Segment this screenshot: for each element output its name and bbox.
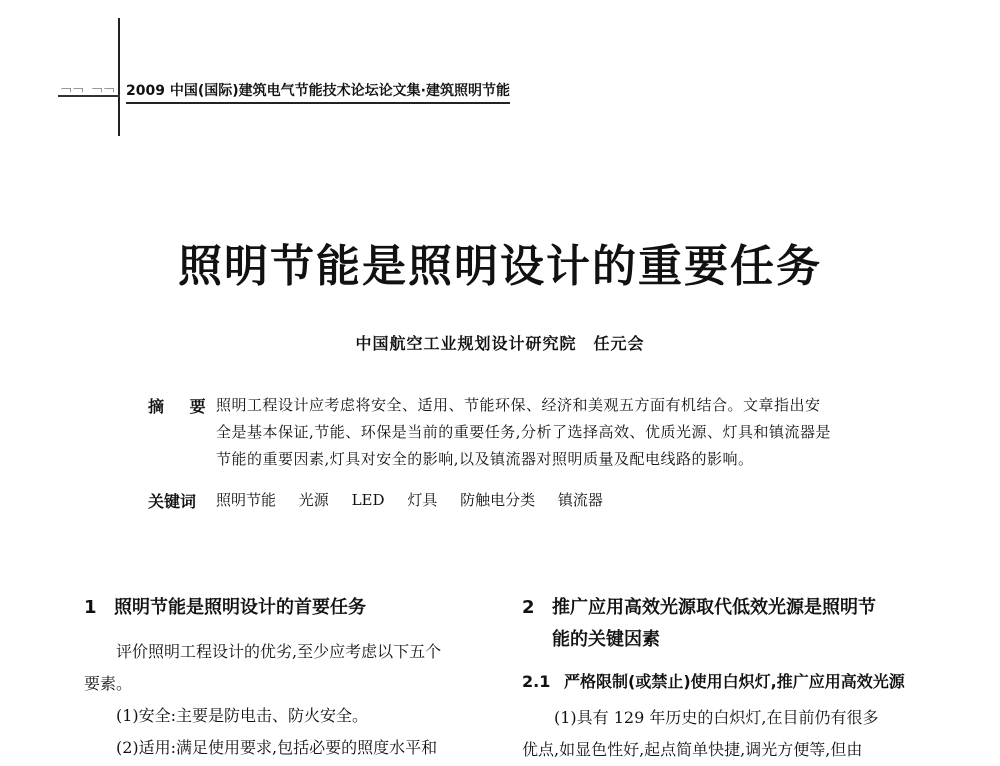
- section-title: 照明节能是照明设计的首要任务: [114, 597, 366, 618]
- horizontal-rule: [58, 95, 120, 97]
- keyword: 灯具: [407, 491, 438, 509]
- article-title: 照明节能是照明设计的重要任务: [178, 241, 822, 292]
- section-1-heading: [84, 592, 484, 624]
- subsection-number: 2.1: [522, 672, 551, 691]
- paragraph-line: 优点,如显色性好,起点简单快捷,调光方便等,但由: [522, 740, 863, 759]
- abstract-text: [216, 392, 876, 473]
- header-glyph-noise: ﹁﹁ ﹁﹁: [58, 80, 113, 95]
- abstract-label: 摘 要: [148, 397, 216, 416]
- abstract-line: 照明工程设计应考虑将安全、适用、节能环保、经济和美观五方面有机结合。文章指出安: [216, 396, 821, 414]
- paragraph-line: 评价照明工程设计的优劣,至少应考虑以下五个: [116, 642, 442, 661]
- keyword: 照明节能: [216, 491, 277, 509]
- paragraph-line: 要素。: [84, 674, 133, 693]
- abstract-line: 节能的重要因素,灯具对安全的影响,以及镇流器对照明质量及配电线路的影响。: [216, 450, 754, 468]
- running-head: 2009 中国(国际)建筑电气节能技术论坛论文集·建筑照明节能: [126, 80, 510, 104]
- section-2-heading-cont: [522, 624, 922, 656]
- section-number: 2: [522, 597, 535, 618]
- keyword: 镇流器: [557, 491, 603, 509]
- right-column: [522, 592, 922, 766]
- left-column: [84, 592, 484, 764]
- section-number: 1: [84, 597, 97, 618]
- author-line: 中国航空工业规划设计研究院 任元会: [355, 334, 645, 353]
- keywords-list: [216, 489, 621, 510]
- section-title-line: 能的关键因素: [552, 629, 660, 650]
- keywords-label: 关键词: [148, 492, 197, 511]
- section-2-heading: [522, 592, 922, 624]
- keyword: LED: [351, 491, 385, 509]
- keyword: 防触电分类: [460, 491, 536, 509]
- vertical-rule: [118, 18, 120, 136]
- paragraph-line: (1)具有 129 年历史的白炽灯,在目前仍有很多: [554, 708, 879, 727]
- abstract-line: 全是基本保证,节能、环保是当前的重要任务,分析了选择高效、优质光源、灯具和镇流器是: [216, 423, 832, 441]
- keyword: 光源: [298, 491, 329, 509]
- list-item: (1)安全:主要是防电击、防火安全。: [116, 706, 369, 725]
- list-item: (2)适用:满足使用要求,包括必要的照度水平和: [116, 738, 438, 757]
- subsection-title: 严格限制(或禁止)使用白炽灯,推广应用高效光源: [564, 672, 905, 691]
- subsection-2-1-heading: [522, 668, 922, 696]
- section-title-line: 推广应用高效光源取代低效光源是照明节: [552, 597, 876, 618]
